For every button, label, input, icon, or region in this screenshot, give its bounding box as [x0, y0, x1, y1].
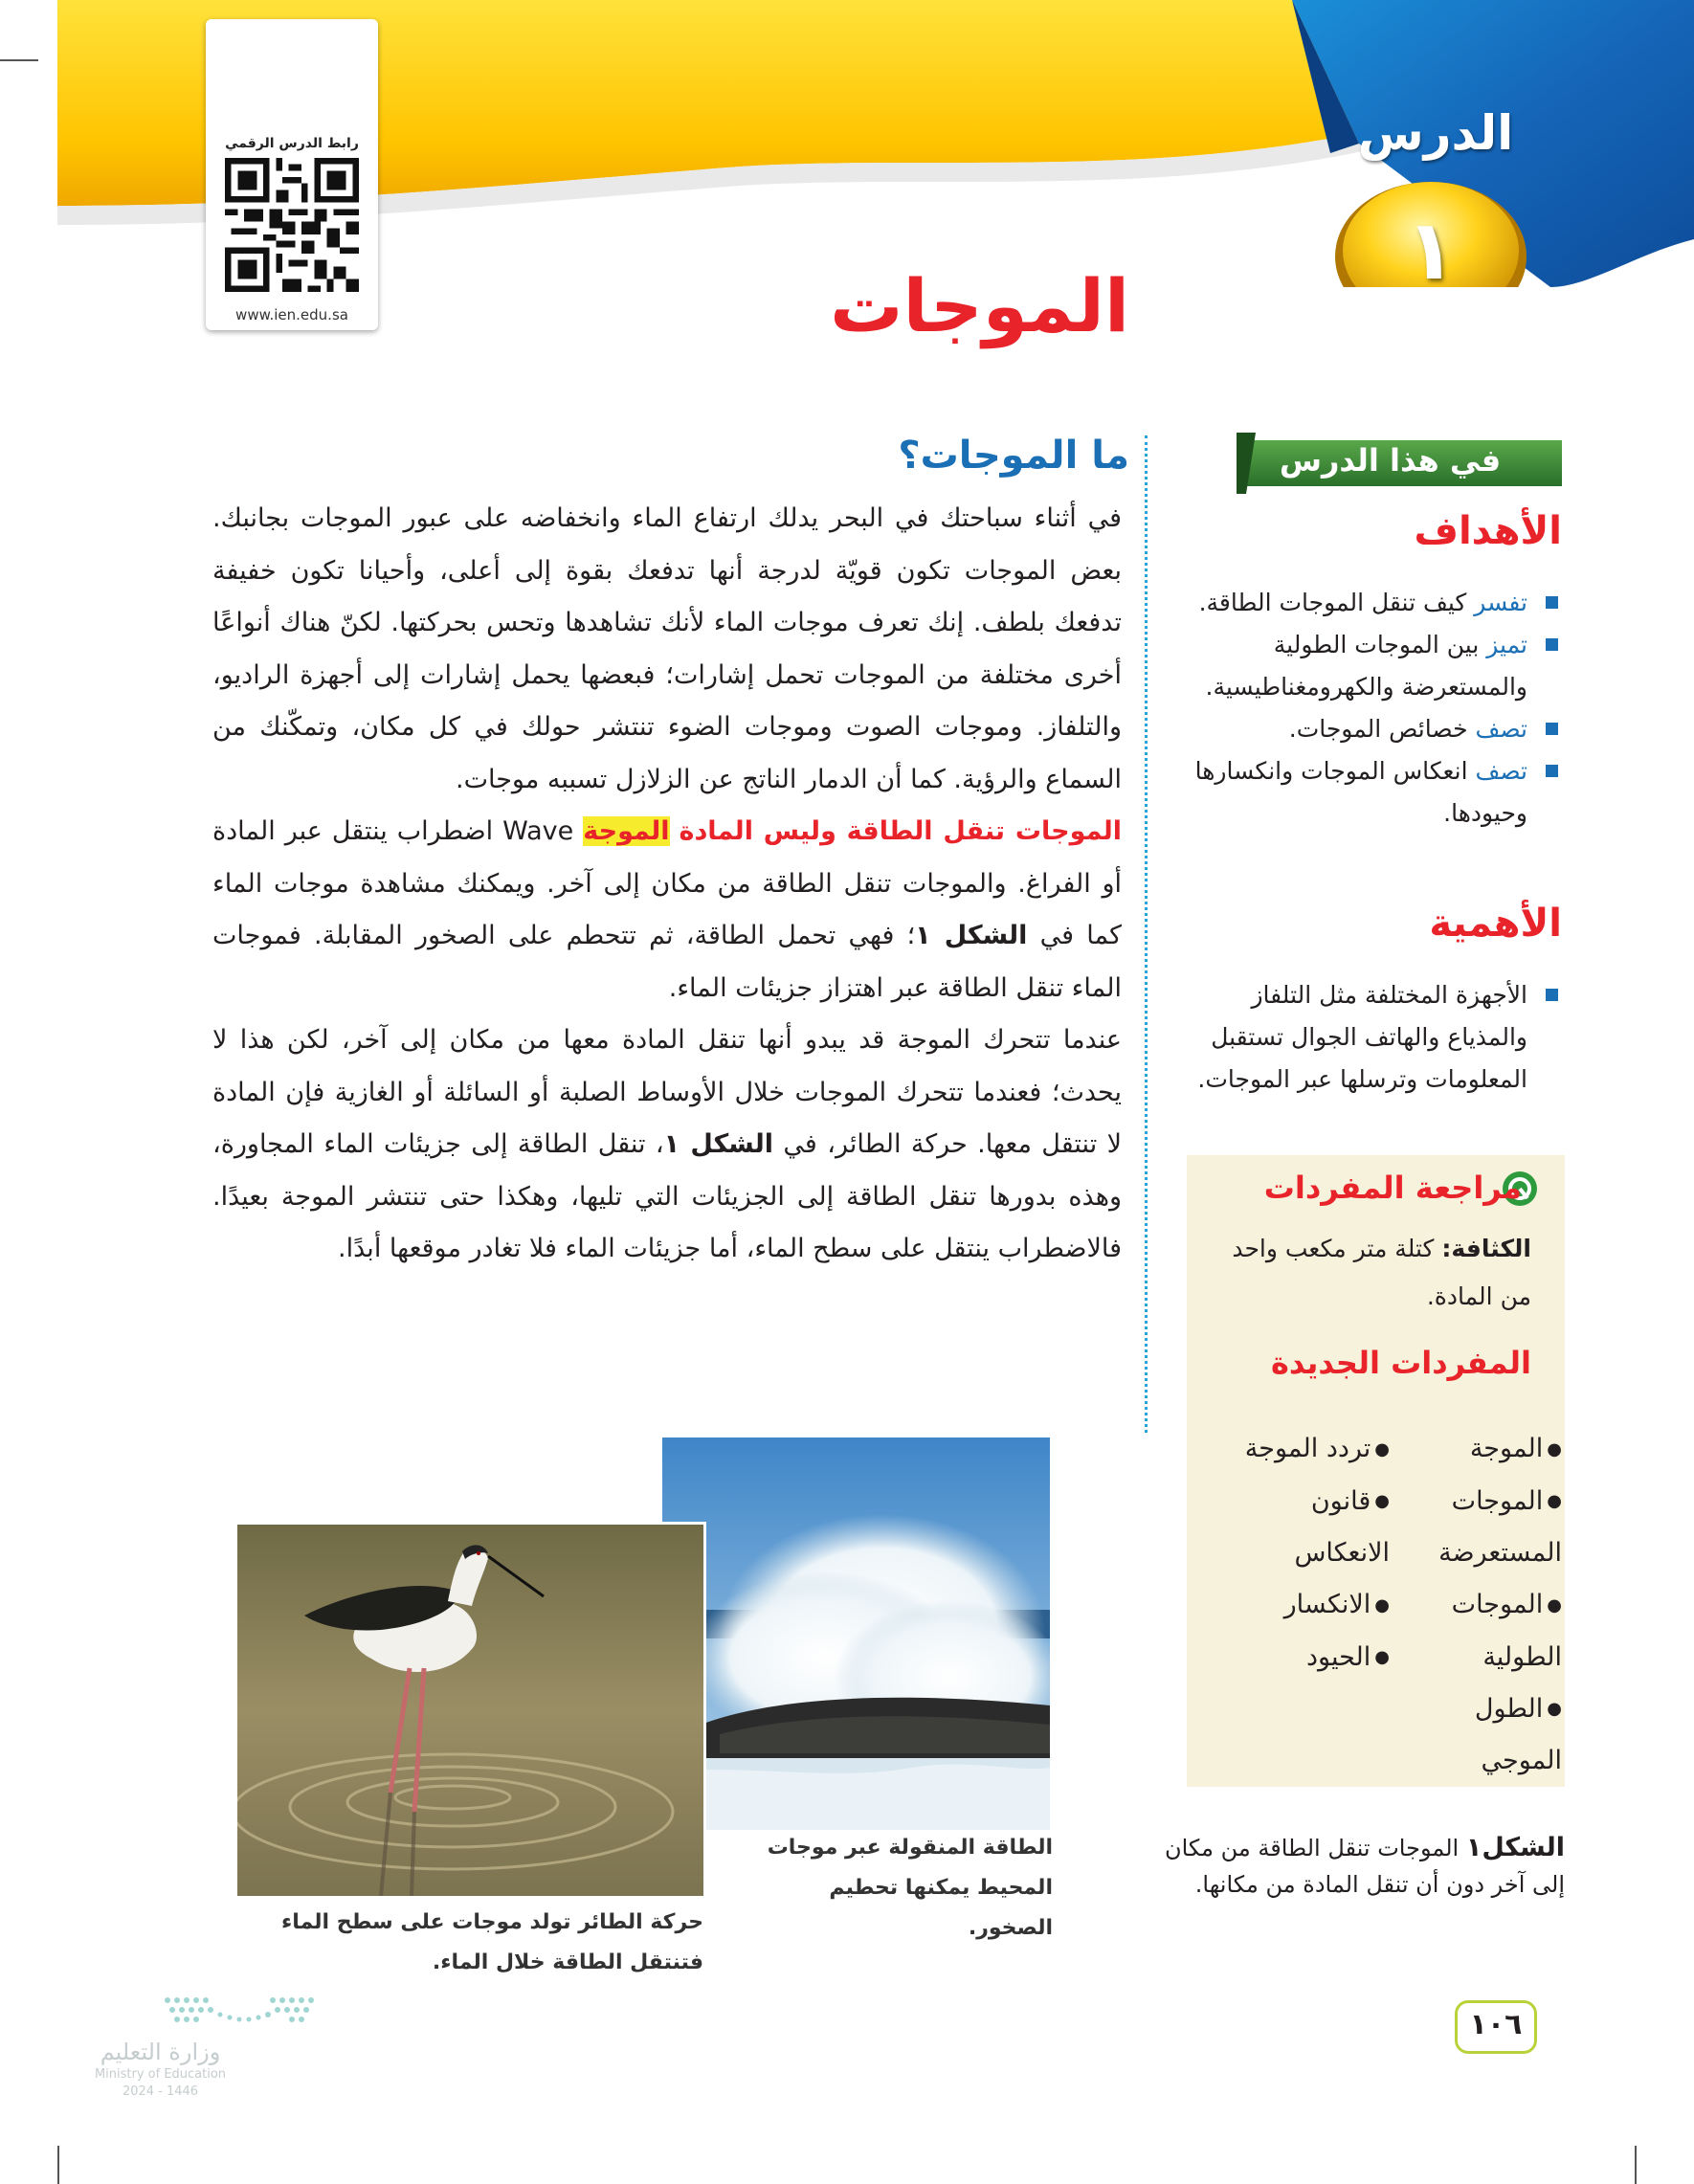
vocab-item: ● الطول الموجي	[1418, 1683, 1562, 1788]
new-vocab-title: المفردات الجديدة	[1271, 1345, 1531, 1381]
bullet-square-icon	[1546, 723, 1558, 735]
bullet-square-icon	[1546, 596, 1558, 609]
qr-url[interactable]: www.ien.edu.sa	[235, 306, 348, 323]
importance-title: الأهمية	[1429, 902, 1562, 946]
vocab-review-title: مراجعة المفردات	[1263, 1170, 1522, 1206]
objectives-list	[1179, 582, 1562, 835]
ministry-name-arabic: وزارة التعليم	[100, 2039, 221, 2065]
ministry-year: 2024 - 1446	[122, 2084, 199, 2099]
in-lesson-label: في هذا الدرس	[1279, 442, 1502, 479]
lesson-label: الدرس	[1357, 105, 1514, 161]
body-text	[212, 493, 1122, 1276]
importance-list	[1179, 974, 1562, 1101]
objective-item: تفسر كيف تنقل الموجات الطاقة.	[1179, 582, 1562, 624]
objective-item: تصف انعكاس الموجات وانكسارها وحيودها.	[1179, 750, 1562, 835]
bullet-square-icon	[1546, 638, 1558, 651]
section-heading: ما الموجات؟	[898, 434, 1129, 478]
vocab-item: ● الحيود	[1217, 1632, 1390, 1684]
wave-caption: الطاقة المنقولة عبر موجات المحيط يمكنها تحطيم الصخور.	[767, 1836, 1053, 1940]
vocab-item: ● الموجات الطولية	[1418, 1579, 1562, 1683]
crop-mark	[0, 59, 38, 61]
objective-item: تصف خصائص الموجات.	[1179, 708, 1562, 750]
ministry-name-english: Ministry of Education	[94, 2067, 227, 2082]
bird-caption: حركة الطائر تولد موجات على سطح الماء فتنتقل الطاقة خلال الماء.	[281, 1910, 703, 1974]
figure-reference: الشكل ١	[663, 1129, 774, 1159]
review-definition: الكثافة: كتلة متر مكعب واحد من المادة.	[1232, 1235, 1531, 1310]
vocab-item: ● قانون الانعكاس	[1217, 1476, 1390, 1580]
figure-reference: الشكل ١	[915, 921, 1028, 950]
vocab-column-1	[1418, 1423, 1562, 1787]
qr-code-icon[interactable]	[225, 158, 359, 292]
vocab-item: ● الانكسار	[1217, 1579, 1390, 1632]
figure-label: الشكل١	[1465, 1833, 1565, 1862]
objectives-title: الأهداف	[1414, 509, 1562, 553]
paragraph: عندما تتحرك الموجة قد يبدو أنها تنقل المادة معها من مكان إلى آخر، لكن هذا لا يحدث؛ فعندما تتحرك الموجات خلال الأوساط الصلبة أو السائلة أو الغازية فإن المادة لا تنتقل معها. حركة الطائر، في الشكل ١، تنقل الطاقة إلى جزيئات الماء المجاورة، وهذه بدورها تنقل الطاقة إلى الجزيئات التي تليها، وهكذا حتى تنتشر الموجة بعيدًا. فالاضطراب ينتقل على سطح الماء، أما جزيئات الماء فلا تغادر موقعها أبدًا.	[212, 1025, 1123, 1263]
vocab-column-2	[1217, 1423, 1390, 1683]
qr-label: رابط الدرس الرقمي	[225, 136, 359, 151]
bullet-square-icon	[1546, 989, 1558, 1001]
wave-photo	[662, 1437, 1050, 1830]
review-term: الكثافة:	[1441, 1235, 1531, 1262]
figure-caption: الشكل١ الموجات تنقل الطاقة من مكان إلى آخر دون أن تنقل المادة من مكانها.	[1164, 1833, 1565, 1898]
key-term: الموجة	[583, 816, 670, 846]
inline-heading: الموجات تنقل الطاقة وليس المادة	[679, 816, 1122, 846]
bird-photo	[234, 1522, 706, 1899]
page-title: الموجات	[830, 263, 1129, 348]
vocab-item: ● الموجات المستعرضة	[1418, 1476, 1562, 1580]
ministry-logo-icon	[158, 1991, 325, 2039]
column-divider	[1145, 435, 1148, 1433]
vocab-item: ● الموجة	[1418, 1423, 1562, 1476]
paragraph: في أثناء سباحتك في البحر يدلك ارتفاع الماء وانخفاضه على عبور الموجات بجانبك. بعض الموجات تكون قويّة لدرجة أنها تدفعك بقوة إلى أعلى، وأحيانا تكون خفيفة تدفعك بلطف. إنك تعرف موجات الماء لأنك تشاهدها وتحس بحركتها. لكنّ هناك أنواعًا أخرى مختلفة من الموجات تحمل إشارات؛ فبعضها يحمل إشارات إلى أجهزة الراديو، والتلفاز. وموجات الصوت وموجات الضوء تنتشر حولك في كل مكان، وتمكّنك من السماع والرؤية. كما أن الدمار الناتج عن الزلازل تسببه موجات.	[212, 503, 1122, 794]
objective-item: تميز بين الموجات الطولية والمستعرضة والكهرومغناطيسية.	[1179, 624, 1562, 708]
lesson-number: ١	[1405, 203, 1457, 299]
qr-card[interactable]	[206, 19, 378, 330]
importance-item: الأجهزة المختلفة مثل التلفاز والمذياع والهاتف الجوال تستقبل المعلومات وترسلها عبر الموجات.	[1179, 974, 1562, 1101]
bullet-square-icon	[1546, 765, 1558, 777]
page-number: ١٠٦	[1469, 2008, 1523, 2041]
paragraph: الموجات تنقل الطاقة وليس المادة الموجة Wave اضطراب ينتقل عبر المادة أو الفراغ. والموجات تنقل الطاقة من مكان إلى آخر. ويمكنك مشاهدة موجات الماء كما في الشكل ١؛ فهي تحمل الطاقة، ثم تتحطم على الصخور المقابلة. فموجات الماء تنقل الطاقة عبر اهتزاز جزيئات الماء.	[212, 816, 1122, 1003]
vocab-item: ● تردد الموجة	[1217, 1423, 1390, 1476]
crop-mark	[1635, 2146, 1637, 2184]
crop-mark	[57, 2146, 59, 2184]
